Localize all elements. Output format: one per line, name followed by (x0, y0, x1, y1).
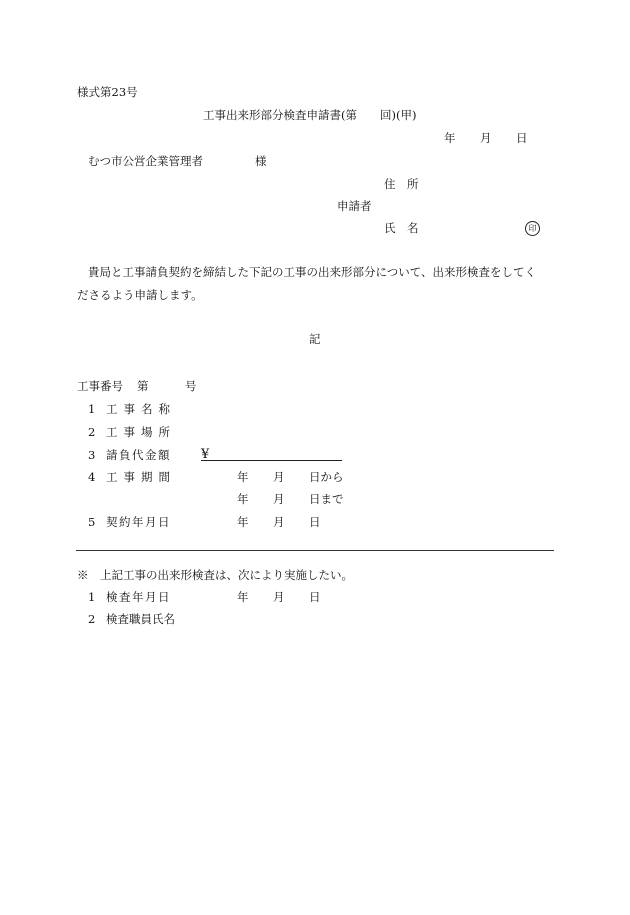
item-number: 4 (88, 470, 96, 484)
form-number: 様式第23号 (77, 85, 138, 99)
ki-heading: 記 (309, 332, 321, 346)
item-label-contract-date: 契約年月日 (106, 515, 171, 529)
item-number: 3 (88, 448, 96, 462)
contract-year: 年 (237, 515, 249, 529)
inspection-item-number: 2 (88, 612, 96, 626)
item-number: 2 (88, 425, 96, 439)
honorific: 様 (255, 154, 267, 168)
item-label-contract-amount: 請負代金額 (106, 448, 171, 462)
yen-sign: ¥ (201, 447, 210, 462)
period-from-year: 年 (237, 470, 249, 484)
address-label: 住 所 (384, 177, 419, 191)
period-to-year: 年 (237, 492, 249, 506)
inspection-month: 月 (273, 590, 285, 604)
item-label-construction-site: 工事場所 (106, 425, 176, 439)
inspection-day: 日 (309, 590, 321, 604)
period-from-day: 日から (309, 470, 344, 484)
body-text-line2: ださるよう申請します。 (77, 288, 203, 302)
applicant-label: 申請者 (337, 199, 372, 213)
inspector-name-label: 検査職員氏名 (106, 612, 175, 626)
amount-underline (201, 460, 342, 461)
item-number: 1 (88, 402, 96, 416)
item-number: 5 (88, 515, 96, 529)
date-day: 日 (516, 131, 528, 145)
inspection-year: 年 (237, 590, 249, 604)
name-label: 氏 名 (384, 221, 419, 235)
period-from-month: 月 (273, 470, 285, 484)
item-label-construction-name: 工事名称 (106, 402, 176, 416)
date-year: 年 (444, 131, 456, 145)
period-to-month: 月 (273, 492, 285, 506)
item-label-construction-period: 工事期間 (106, 470, 176, 484)
date-month: 月 (480, 131, 492, 145)
contract-month: 月 (273, 515, 285, 529)
document-title: 工事出来形部分検査申請書(第 回)(甲) (203, 108, 417, 122)
inspection-item-number: 1 (88, 590, 96, 604)
section-divider (76, 550, 554, 551)
construction-number-suffix: 号 (185, 379, 197, 393)
period-to-day: 日まで (309, 492, 344, 506)
construction-number-prefix: 第 (137, 379, 149, 393)
contract-day: 日 (309, 515, 321, 529)
inspection-date-label: 検査年月日 (106, 590, 171, 604)
note-text: ※ 上記工事の出来形検査は、次により実施したい。 (77, 568, 353, 582)
construction-number-label: 工事番号 (77, 379, 123, 393)
body-text-line1: 貴局と工事請負契約を締結した下記の工事の出来形部分について、出来形検査をしてく (88, 265, 537, 279)
addressee: むつ市公営企業管理者 (88, 154, 203, 168)
seal-stamp-icon: 印 (525, 221, 540, 236)
